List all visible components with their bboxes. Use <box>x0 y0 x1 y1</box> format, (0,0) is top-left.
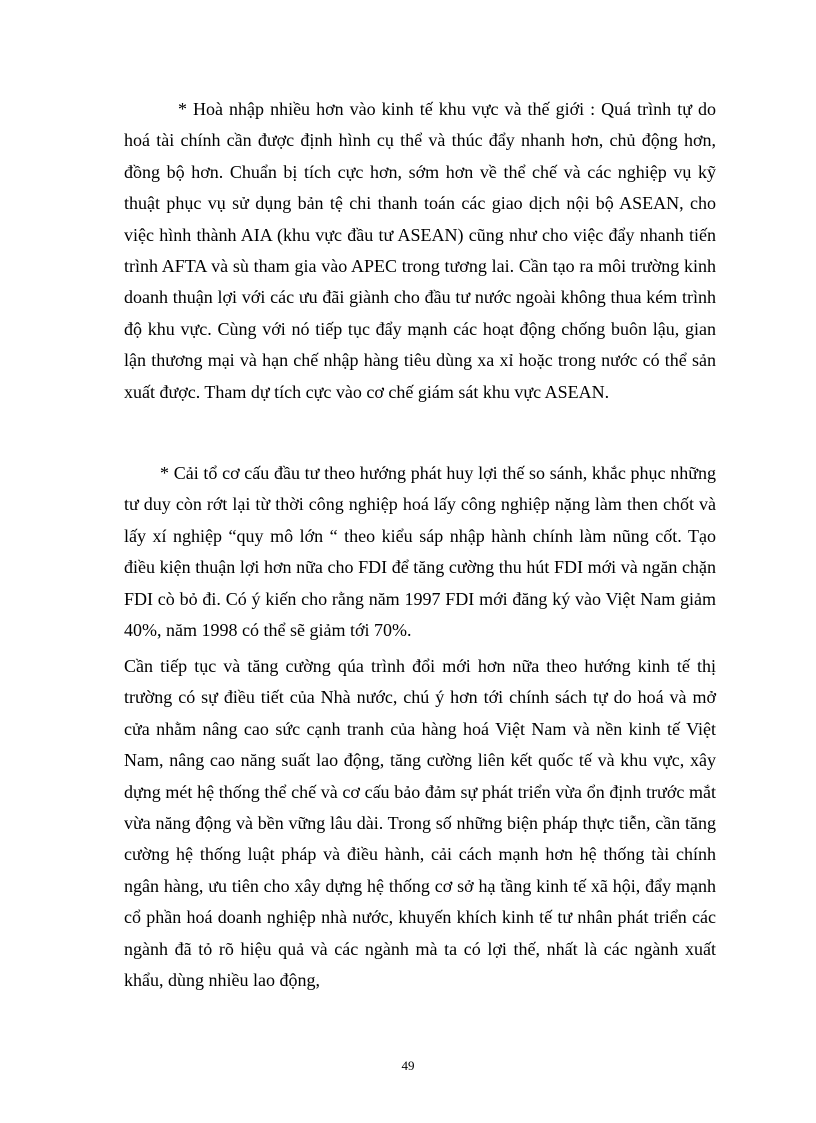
paragraph-reform: Cần tiếp tục và tăng cường qúa trình đổi mới hơn nữa theo hướng kinh tế thị trường có sự điều tiết của Nhà nước, chú ý hơn tới chính sách tự do hoá và mở cửa nhằm nâng cao sức cạnh tranh của hàng hoá Việt Nam và nền kinh tế Việt Nam, nâng cao năng suất lao động, tăng cường liên kết quốc tế và khu vực, xây dựng mét hệ thống thể chế và cơ cấu bảo đảm sự phát triển vừa ổn định trước mắt vừa năng động và bền vững lâu dài. Trong số những biện pháp thực tiễn, cần tăng cường hệ thống luật pháp và điều hành, cải cách mạnh hơn hệ thống tài chính ngân hàng, ưu tiên cho xây dựng hệ thống cơ sở hạ tầng kinh tế xã hội, đẩy mạnh cổ phần hoá doanh nghiệp nhà nước, khuyến khích kinh tế tư nhân phát triển các ngành đã tỏ rõ hiệu quả và các ngành mà ta có lợi thế, nhất là các ngành xuất khẩu, dùng nhiều lao động, <box>124 656 716 991</box>
paragraph-block-3 <box>124 651 716 996</box>
paragraph-block-2 <box>124 458 716 646</box>
paragraph-integration: * Hoà nhập nhiều hơn vào kinh tế khu vực và thế giới : Quá trình tự do hoá tài chính cần được định hình cụ thể và thúc đẩy nhanh hơn, chủ động hơn, đồng bộ hơn. Chuẩn bị tích cực hơn, sớm hơn về thể chế và các nghiệp vụ kỹ thuật phục vụ sử dụng bản tệ chi thanh toán các giao dịch nội bộ ASEAN, cho việc hình thành AIA (khu vực đầu tư ASEAN) cũng như cho việc đẩy nhanh tiến trình AFTA và sù tham gia vào APEC trong tương lai. Cần tạo ra môi trường kinh doanh thuận lợi với các ưu đãi giành cho đầu tư nước ngoài không thua kém trình độ khu vực. Cùng với nó tiếp tục đẩy mạnh các hoạt động chống buôn lậu, gian lận thương mại và hạn chế nhập hàng tiêu dùng xa xỉ hoặc trong nước có thể sản xuất được. Tham dự tích cực vào cơ chế giám sát khu vực ASEAN. <box>124 99 716 402</box>
paragraph-investment-restructure: * Cải tổ cơ cấu đầu tư theo hướng phát huy lợi thế so sánh, khắc phục những tư duy còn rớt lại từ thời công nghiệp hoá lấy công nghiệp nặng làm then chốt và lấy xí nghiệp “quy mô lớn “ theo kiểu sáp nhập hành chính làm nũng cốt. Tạo điều kiện thuận lợi hơn nữa cho FDI để tăng cường thu hút FDI mới và ngăn chặn FDI cò bỏ đi. Có ý kiến cho rằng năm 1997 FDI mới đăng ký vào Việt Nam giảm 40%, năm 1998 có thể sẽ giảm tới 70%. <box>124 463 716 641</box>
page-number: 49 <box>401 1058 415 1073</box>
paragraph-block-1 <box>124 94 716 408</box>
